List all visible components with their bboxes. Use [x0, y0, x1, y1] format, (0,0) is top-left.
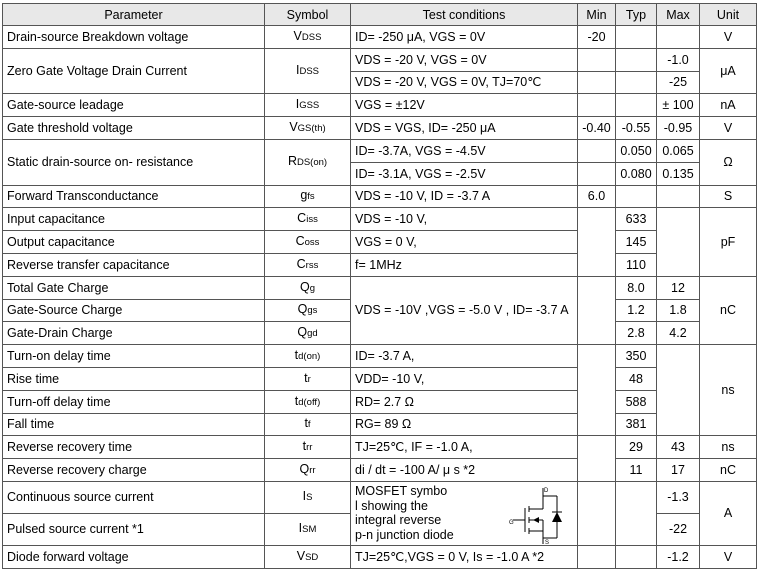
unit-cell: S [700, 185, 757, 208]
col-typ: Typ [616, 4, 657, 26]
symbol-cell: VGS(th) [265, 117, 351, 140]
table-row [3, 436, 757, 459]
table-row [3, 231, 757, 254]
param-cell: Turn-on delay time [3, 345, 265, 368]
mosfet-source-label: S [545, 539, 550, 546]
max-cell: 4.2 [657, 322, 700, 345]
condition-cell: RG= 89 Ω [351, 413, 578, 436]
unit-cell: Ω [700, 139, 757, 185]
typ-cell: 48 [616, 367, 657, 390]
max-cell: ± 100 [657, 94, 700, 117]
typ-cell [616, 545, 657, 568]
min-cell [578, 162, 616, 185]
max-cell: -0.95 [657, 117, 700, 140]
symbol-cell: Qrr [265, 459, 351, 482]
typ-cell [616, 185, 657, 208]
typ-cell: 11 [616, 459, 657, 482]
min-cell [578, 48, 616, 71]
param-cell: Gate-Source Charge [3, 299, 265, 322]
max-cell: -1.0 [657, 48, 700, 71]
param-cell: Pulsed source current *1 [3, 513, 265, 545]
unit-cell: nA [700, 94, 757, 117]
symbol-cell: tf [265, 413, 351, 436]
mosfet-symbol-icon [509, 486, 571, 546]
max-cell: 0.065 [657, 139, 700, 162]
min-cell: -0.40 [578, 117, 616, 140]
symbol-cell: VDSS [265, 26, 351, 49]
min-cell [578, 71, 616, 94]
table-row [3, 276, 757, 299]
unit-cell: A [700, 481, 757, 545]
unit-cell: μA [700, 48, 757, 94]
table-row [3, 139, 757, 162]
max-cell: -22 [657, 513, 700, 545]
symbol-cell: tr [265, 367, 351, 390]
table-row [3, 208, 757, 231]
unit-cell: ns [700, 345, 757, 436]
param-cell: Reverse recovery charge [3, 459, 265, 482]
typ-cell: 145 [616, 231, 657, 254]
table-row [3, 26, 757, 49]
max-cell: -25 [657, 71, 700, 94]
typ-cell: 350 [616, 345, 657, 368]
typ-cell: 0.050 [616, 139, 657, 162]
unit-cell: V [700, 117, 757, 140]
symbol-cell: Qgd [265, 322, 351, 345]
typ-cell: -0.55 [616, 117, 657, 140]
condition-cell: VGS = ±12V [351, 94, 578, 117]
mosfet-gate-label: G [509, 519, 514, 526]
min-cell [578, 345, 616, 436]
condition-cell: VDS = -20 V, VGS = 0V, TJ=70℃ [351, 71, 578, 94]
min-cell: -20 [578, 26, 616, 49]
condition-cell: VDS = -20 V, VGS = 0V [351, 48, 578, 71]
unit-cell: pF [700, 208, 757, 276]
typ-cell: 381 [616, 413, 657, 436]
unit-cell: ns [700, 436, 757, 459]
min-cell [578, 436, 616, 482]
typ-cell [616, 481, 657, 545]
min-cell [578, 139, 616, 162]
unit-cell: nC [700, 276, 757, 344]
table-row [3, 413, 757, 436]
param-cell: Static drain-source on- resistance [3, 139, 265, 185]
table-row [3, 545, 757, 568]
param-cell: Gate threshold voltage [3, 117, 265, 140]
mosfet-note-line: integral reverse [355, 513, 442, 528]
param-cell: Gate-source leadage [3, 94, 265, 117]
electrical-characteristics-table [2, 3, 757, 569]
typ-cell: 1.2 [616, 299, 657, 322]
table-row [3, 117, 757, 140]
condition-cell: f= 1MHz [351, 253, 578, 276]
col-symbol: Symbol [265, 4, 351, 26]
symbol-cell: VSD [265, 545, 351, 568]
unit-cell: nC [700, 459, 757, 482]
max-cell: 12 [657, 276, 700, 299]
unit-cell: V [700, 545, 757, 568]
param-cell: Continuous source current [3, 481, 265, 513]
max-cell [657, 26, 700, 49]
min-cell [578, 481, 616, 545]
param-cell: Total Gate Charge [3, 276, 265, 299]
table-row [3, 253, 757, 276]
symbol-cell: Ciss [265, 208, 351, 231]
table-row [3, 48, 757, 71]
param-cell: Drain-source Breakdown voltage [3, 26, 265, 49]
condition-cell: TJ=25℃,VGS = 0 V, Is = -1.0 A *2 [351, 545, 578, 568]
max-cell: -1.3 [657, 481, 700, 513]
condition-cell: RD= 2.7 Ω [351, 390, 578, 413]
col-max: Max [657, 4, 700, 26]
table-row [3, 185, 757, 208]
condition-cell: ID= -3.1A, VGS = -2.5V [351, 162, 578, 185]
symbol-cell: Qg [265, 276, 351, 299]
header-row [3, 4, 757, 26]
symbol-cell: RDS(on) [265, 139, 351, 185]
max-cell [657, 345, 700, 436]
max-cell: 1.8 [657, 299, 700, 322]
param-cell: Input capacitance [3, 208, 265, 231]
col-parameter: Parameter [3, 4, 265, 26]
max-cell: -1.2 [657, 545, 700, 568]
min-cell [578, 276, 616, 344]
condition-cell: ID= -250 μA, VGS = 0V [351, 26, 578, 49]
condition-cell: ID= -3.7 A, [351, 345, 578, 368]
max-cell: 17 [657, 459, 700, 482]
condition-cell: VGS = 0 V, [351, 231, 578, 254]
symbol-cell: trr [265, 436, 351, 459]
typ-cell: 110 [616, 253, 657, 276]
condition-cell: TJ=25℃, IF = -1.0 A, [351, 436, 578, 459]
min-cell [578, 208, 616, 276]
table-row [3, 345, 757, 368]
symbol-cell: IGSS [265, 94, 351, 117]
param-cell: Gate-Drain Charge [3, 322, 265, 345]
condition-cell: ID= -3.7A, VGS = -4.5V [351, 139, 578, 162]
typ-cell [616, 71, 657, 94]
max-cell [657, 208, 700, 276]
param-cell: Forward Transconductance [3, 185, 265, 208]
col-unit: Unit [700, 4, 757, 26]
col-min: Min [578, 4, 616, 26]
condition-cell: VDS = -10V ,VGS = -5.0 V , ID= -3.7 A [351, 276, 578, 344]
symbol-cell: Coss [265, 231, 351, 254]
table-row [3, 94, 757, 117]
typ-cell [616, 26, 657, 49]
param-cell: Fall time [3, 413, 265, 436]
col-test-conditions: Test conditions [351, 4, 578, 26]
symbol-cell: gfs [265, 185, 351, 208]
param-cell: Output capacitance [3, 231, 265, 254]
param-cell: Turn-off delay time [3, 390, 265, 413]
table-row [3, 390, 757, 413]
mosfet-drain-label: D [544, 487, 549, 494]
condition-cell: VDD= -10 V, [351, 367, 578, 390]
table-row [3, 481, 757, 513]
mosfet-note-line: l showing the [355, 498, 428, 513]
symbol-cell: td(on) [265, 345, 351, 368]
symbol-cell: IDSS [265, 48, 351, 94]
param-cell: Reverse transfer capacitance [3, 253, 265, 276]
typ-cell [616, 48, 657, 71]
typ-cell: 2.8 [616, 322, 657, 345]
table-row [3, 367, 757, 390]
param-cell: Rise time [3, 367, 265, 390]
mosfet-symbol-cell [351, 481, 578, 545]
typ-cell: 8.0 [616, 276, 657, 299]
condition-cell: di / dt = -100 A/ μ s *2 [351, 459, 578, 482]
condition-cell: VDS = -10 V, ID = -3.7 A [351, 185, 578, 208]
symbol-cell: td(off) [265, 390, 351, 413]
symbol-cell: Qgs [265, 299, 351, 322]
min-cell [578, 94, 616, 117]
symbol-cell: IS [265, 481, 351, 513]
symbol-cell: Crss [265, 253, 351, 276]
typ-cell [616, 94, 657, 117]
condition-cell: VDS = -10 V, [351, 208, 578, 231]
param-cell: Reverse recovery time [3, 436, 265, 459]
symbol-cell: ISM [265, 513, 351, 545]
typ-cell: 29 [616, 436, 657, 459]
param-cell: Diode forward voltage [3, 545, 265, 568]
max-cell [657, 185, 700, 208]
mosfet-note-line: MOSFET symbo [355, 484, 448, 499]
param-cell: Zero Gate Voltage Drain Current [3, 48, 265, 94]
min-cell [578, 545, 616, 568]
condition-cell: VDS = VGS, ID= -250 μA [351, 117, 578, 140]
table-row [3, 459, 757, 482]
max-cell: 43 [657, 436, 700, 459]
mosfet-note-line: p-n junction diode [355, 527, 454, 542]
max-cell: 0.135 [657, 162, 700, 185]
typ-cell: 633 [616, 208, 657, 231]
typ-cell: 0.080 [616, 162, 657, 185]
min-cell: 6.0 [578, 185, 616, 208]
unit-cell: V [700, 26, 757, 49]
typ-cell: 588 [616, 390, 657, 413]
